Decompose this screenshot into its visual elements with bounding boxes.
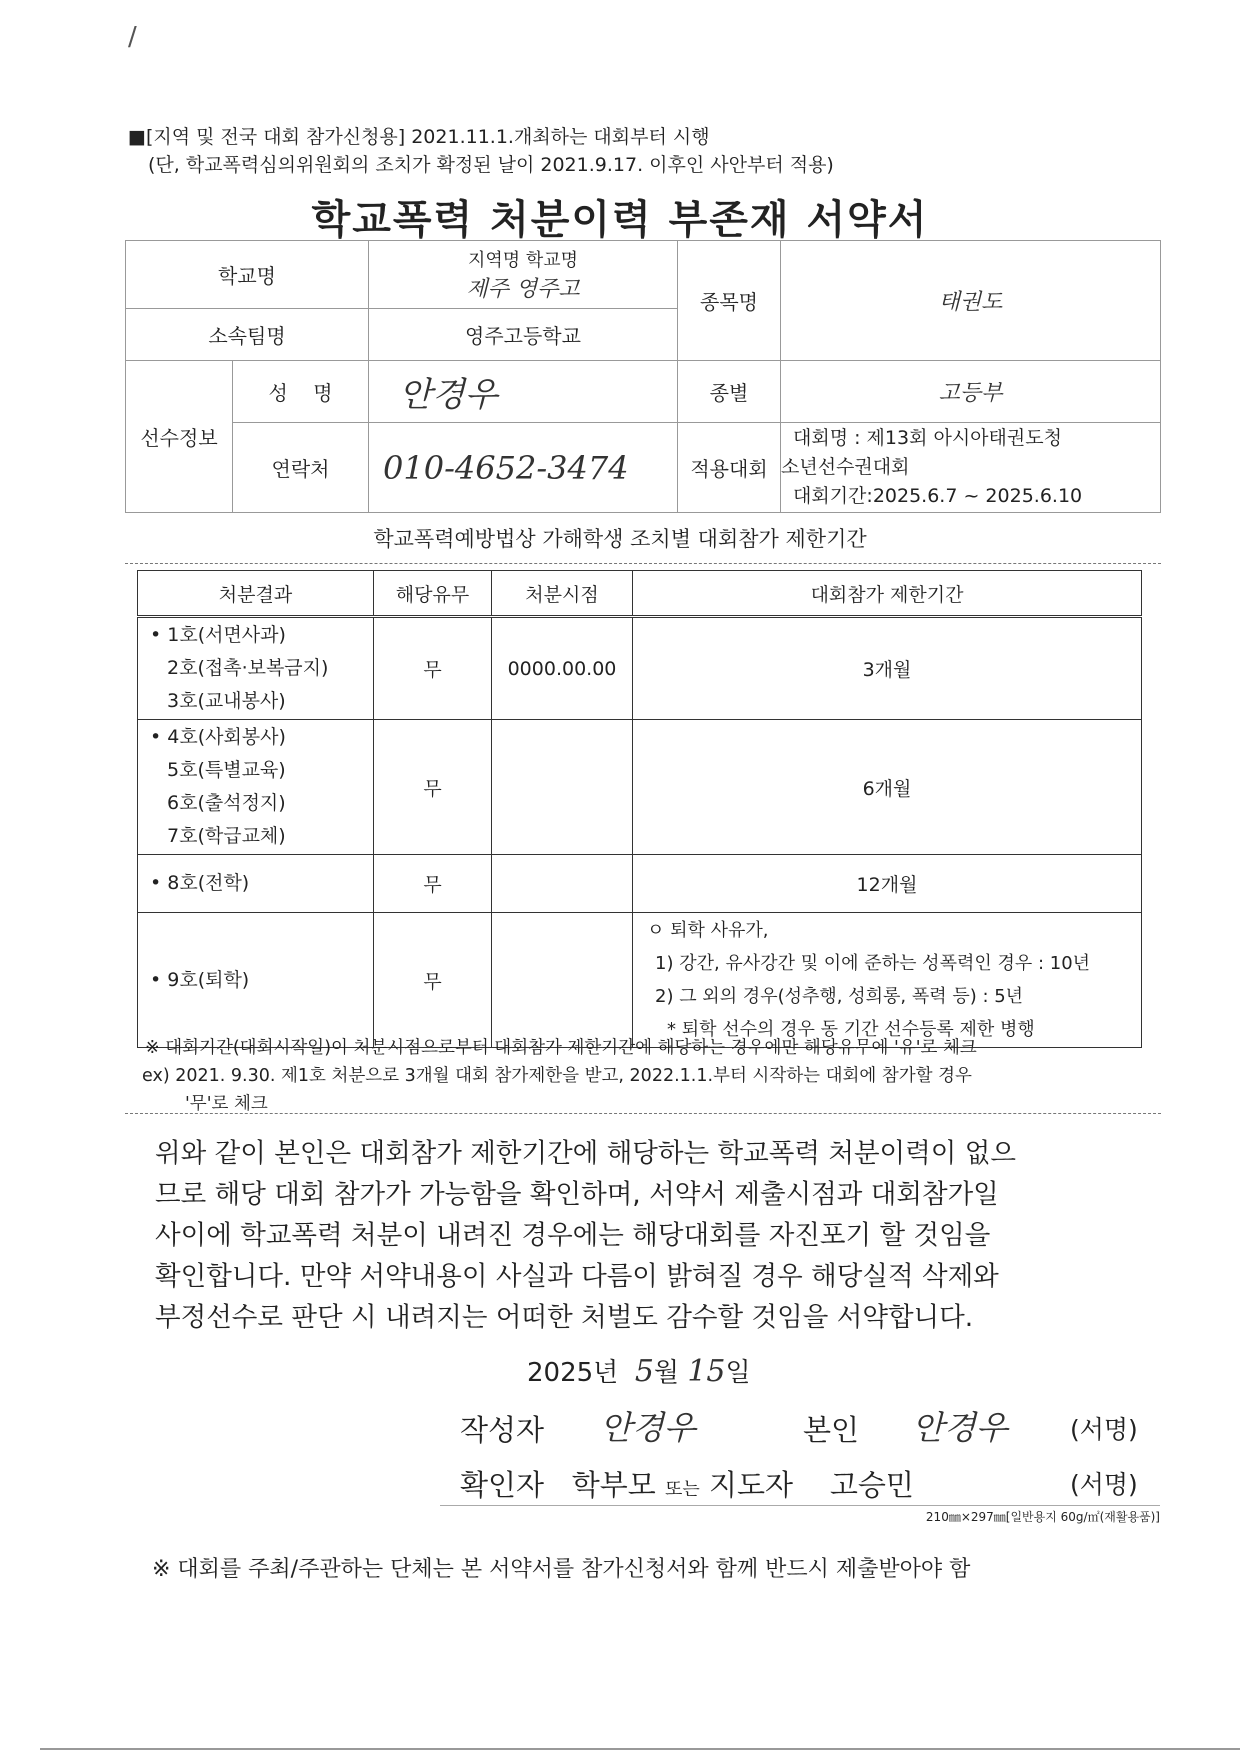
pledge-text <box>155 1133 1016 1338</box>
list-item: • 4호(사회봉사) <box>150 726 286 748</box>
result-items <box>138 855 374 913</box>
or-label: 또는 <box>664 1479 700 1500</box>
list-item: • 9호(퇴학) <box>150 968 250 991</box>
sign-mark-2: (서명) <box>1070 1470 1138 1499</box>
date-day: 15 <box>687 1354 726 1389</box>
writer-label: 작성자 <box>460 1413 545 1447</box>
notice-line-2: (단, 학교폭력심의위원회의 조치가 확정된 날이 2021.9.17. 이후인 사안부터 적용) <box>148 154 834 176</box>
list-item: • 8호(전학) <box>150 872 250 894</box>
event-name-line1: 대회명 : 제13회 아시아태권도청 <box>793 427 1062 449</box>
event-label: 적용대회 <box>678 423 781 513</box>
note-1: ※ 대회기간(대회시작일)이 처분시점으로부터 대회참가 제한기간에 해당하는 경우에만 해당유무에 '유'로 체크 <box>145 1038 977 1058</box>
division-label: 종별 <box>678 361 781 423</box>
table-row <box>138 720 1142 855</box>
notice-line-1: ■[지역 및 전국 대회 참가신청용] 2021.11.1.개최하는 대회부터 시행 <box>128 126 710 148</box>
date-year: 2025 <box>527 1358 594 1388</box>
sign-date <box>527 1352 751 1389</box>
reason-line: 2) 그 외의 경우(성추행, 성희롱, 폭력 등) : 5년 <box>655 986 1024 1007</box>
header-date: 처분시점 <box>492 571 633 617</box>
table-row <box>138 913 1142 1048</box>
paper-spec: 210㎜×297㎜[일반용지 60g/㎡(재활용품)] <box>925 1510 1160 1524</box>
event-name-line2: 소년선수권대회 <box>781 456 910 478</box>
signature-divider <box>440 1505 1160 1506</box>
confirmer-label: 확인자 <box>460 1468 545 1502</box>
applicable-value: 무 <box>374 913 492 1048</box>
school-cell <box>369 241 678 309</box>
self-label: 본인 <box>803 1413 860 1447</box>
school-label: 학교명 <box>126 241 369 309</box>
list-item: 2호(접촉·보복금지) <box>167 657 329 679</box>
date-year-unit: 년 <box>593 1358 619 1388</box>
reason-line: 1) 강간, 유사강간 및 이에 준하는 성폭력인 경우 : 10년 <box>655 953 1091 974</box>
applicable-value: 무 <box>374 617 492 720</box>
pledge-line: 부정선수로 판단 시 내려지는 어떠한 처벌도 감수할 것임을 서약합니다. <box>155 1302 974 1333</box>
coach-label: 지도자 <box>708 1468 794 1502</box>
sport-label: 종목명 <box>678 241 781 361</box>
sign-mark-1: (서명) <box>1070 1415 1138 1444</box>
reason-line: * 퇴학 선수의 경우 동 기간 선수등록 제한 병행 <box>667 1019 1035 1040</box>
date-day-unit: 일 <box>725 1358 751 1388</box>
note-2: ex) 2021. 9.30. 제1호 처분으로 3개월 대회 참가제한을 받고, 2022.1.1.부터 시작하는 대회에 참가할 경우 <box>142 1066 972 1086</box>
header-limit: 대회참가 제한기간 <box>633 571 1142 617</box>
section-divider <box>125 563 1161 564</box>
player-label: 선수정보 <box>126 361 233 513</box>
date-month-unit: 월 <box>653 1358 680 1388</box>
scan-edge <box>40 1748 1240 1750</box>
results-table <box>137 570 1142 1048</box>
info-table <box>125 240 1161 513</box>
applicable-value: 무 <box>374 720 492 855</box>
school-sub-label: 지역명 학교명 <box>467 250 579 271</box>
notes-divider <box>125 1113 1161 1114</box>
result-items <box>138 617 374 720</box>
limit-value: 6개월 <box>633 720 1142 855</box>
footer-note: ※ 대회를 주최/주관하는 단체는 본 서약서를 참가신청서와 함께 반드시 제출받아야 함 <box>152 1557 971 1582</box>
pledge-line: 확인합니다. 만약 서약내용이 사실과 다름이 밝혀질 경우 해당실적 삭제와 <box>155 1261 999 1292</box>
result-items <box>138 720 374 855</box>
header-result: 처분결과 <box>138 571 374 617</box>
date-value <box>492 855 633 913</box>
header-applicable: 해당유무 <box>374 571 492 617</box>
list-item: 7호(학급교체) <box>167 825 286 847</box>
date-value: 0000.00.00 <box>492 617 633 720</box>
pledge-line: 므로 해당 대회 참가가 가능함을 확인하며, 서약서 제출시점과 대회참가일 <box>155 1179 999 1210</box>
list-item: • 1호(서면사과) <box>150 624 286 646</box>
limit-reasons <box>633 913 1142 1048</box>
date-value <box>492 720 633 855</box>
event-cell <box>781 423 1161 513</box>
applicable-value: 무 <box>374 855 492 913</box>
limit-value: 3개월 <box>633 617 1142 720</box>
contact-value: 010-4652-3474 <box>369 423 678 513</box>
list-item: 3호(교내봉사) <box>167 690 286 712</box>
result-items <box>138 913 374 1048</box>
table-row <box>138 617 1142 720</box>
event-period: 대회기간:2025.6.7 ~ 2025.6.10 <box>793 485 1083 507</box>
pen-mark: / <box>128 22 137 52</box>
team-label: 소속팀명 <box>126 309 369 361</box>
date-month: 5 <box>634 1354 654 1389</box>
list-item: 6호(출석정지) <box>167 792 286 814</box>
page-title: 학교폭력 처분이력 부존재 서약서 <box>311 197 929 243</box>
parent-label: 학부모 <box>571 1468 656 1502</box>
contact-label: 연락처 <box>233 423 369 513</box>
pledge-line: 사이에 학교폭력 처분이 내려진 경우에는 해당대회를 자진포기 할 것임을 <box>155 1220 991 1251</box>
pledge-line: 위와 같이 본인은 대회참가 제한기간에 해당하는 학교폭력 처분이력이 없으 <box>155 1138 1016 1169</box>
self-signature: 안경우 <box>912 1408 1008 1447</box>
table-row <box>138 855 1142 913</box>
confirmer-name: 고승민 <box>829 1468 914 1502</box>
name-value: 안경우 <box>369 361 678 423</box>
sport-value: 태권도 <box>781 241 1161 361</box>
school-value: 제주 영주고 <box>466 277 580 302</box>
name-label: 성 명 <box>233 361 369 423</box>
division-value: 고등부 <box>781 361 1161 423</box>
list-item: 5호(특별교육) <box>167 759 286 781</box>
confirmer-row <box>460 1463 914 1504</box>
note-3: '무'로 체크 <box>185 1094 268 1114</box>
team-value: 영주고등학교 <box>369 309 678 361</box>
date-value <box>492 913 633 1048</box>
section-title: 학교폭력예방법상 가해학생 조치별 대회참가 제한기간 <box>373 527 867 551</box>
writer-signature: 안경우 <box>600 1408 696 1447</box>
limit-value: 12개월 <box>633 855 1142 913</box>
reason-line: ㅇ 퇴학 사유가, <box>647 920 769 941</box>
